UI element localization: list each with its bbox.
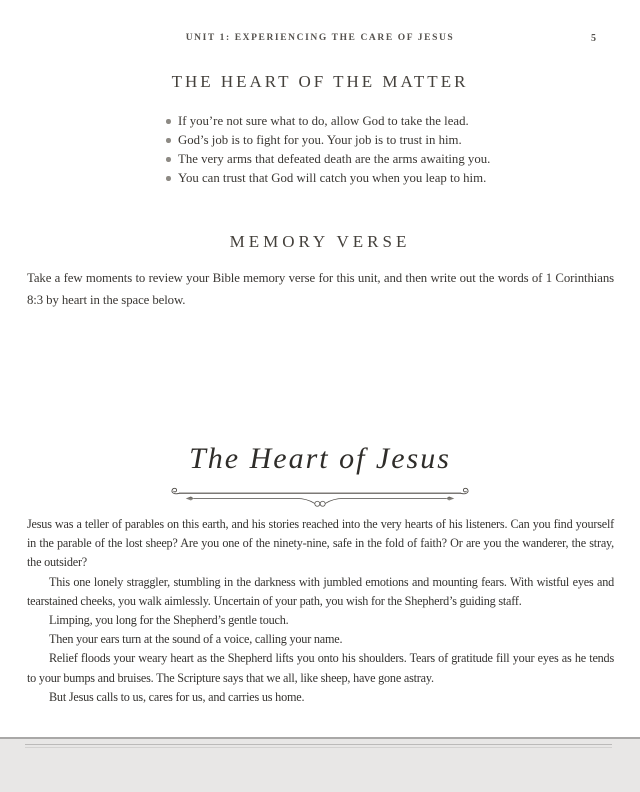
list-item: [165, 150, 550, 169]
bullet-icon: [166, 119, 171, 124]
memory-verse-title: MEMORY VERSE: [229, 232, 411, 251]
bullet-icon: [166, 157, 171, 162]
list-item-text: If you’re not sure what to do, allow God to take the lead.: [178, 114, 469, 128]
devotional-paragraph: Then your ears turn at the sound of a voice, calling your name.: [49, 632, 343, 647]
list-item-text: You can trust that God will catch you when you leap to him.: [178, 171, 487, 185]
list-item: [165, 112, 550, 131]
list-item: [165, 169, 550, 188]
heart-of-matter-title: THE HEART OF THE MATTER: [171, 72, 469, 91]
bullet-icon: [166, 138, 171, 143]
bullet-icon: [166, 176, 171, 181]
page-edge-rule: [25, 744, 612, 748]
list-item: [165, 131, 550, 150]
memory-verse-writing-space: [27, 312, 614, 438]
heart-of-matter-list: [165, 112, 550, 188]
running-header: [0, 33, 640, 43]
devotional-body: [27, 515, 614, 707]
devotional-paragraph: Relief floods your weary heart as the Shepherd lifts you onto his shoulders. Tears of gratitude fill your eyes as he tends to your bumps and bruises. The Scripture says that we all, like sheep, have gone astray.: [27, 651, 614, 685]
next-page-edge: [0, 737, 640, 792]
memory-verse-instructions: Take a few moments to review your Bible memory verse for this unit, and then write out the words of 1 Corinthians 8:3 by heart in the space below.: [27, 271, 614, 307]
list-item-text: The very arms that defeated death are the arms awaiting you.: [178, 152, 491, 166]
devotional-paragraph: This one lonely straggler, stumbling in the darkness with jumbled emotions and mounting fears. With wistful eyes and tearstained cheeks, you walk aimlessly. Uncertain of your path, you wish for the Shepherd’s guiding staff.: [27, 574, 614, 608]
devotional-title: The Heart of Jesus: [189, 442, 451, 475]
page-number: 5: [591, 33, 596, 44]
devotional-paragraph: But Jesus calls to us, cares for us, and carries us home.: [49, 689, 305, 704]
devotional-paragraph: Jesus was a teller of parables on this earth, and his stories reached into the very hearts of his listeners. Can you find yourself in the parable of the lost sheep? Are you one of the ninety-nine, safe in the fold of faith? Or are you the wanderer, the stray, the outsider?: [27, 517, 614, 570]
divider-flourish-icon: [0, 485, 640, 516]
list-item-text: God’s job is to fight for you. Your job is to trust in him.: [178, 133, 462, 147]
running-header-title: UNIT 1: EXPERIENCING THE CARE OF JESUS: [185, 33, 455, 43]
devotional-paragraph: Limping, you long for the Shepherd’s gentle touch.: [49, 613, 289, 628]
